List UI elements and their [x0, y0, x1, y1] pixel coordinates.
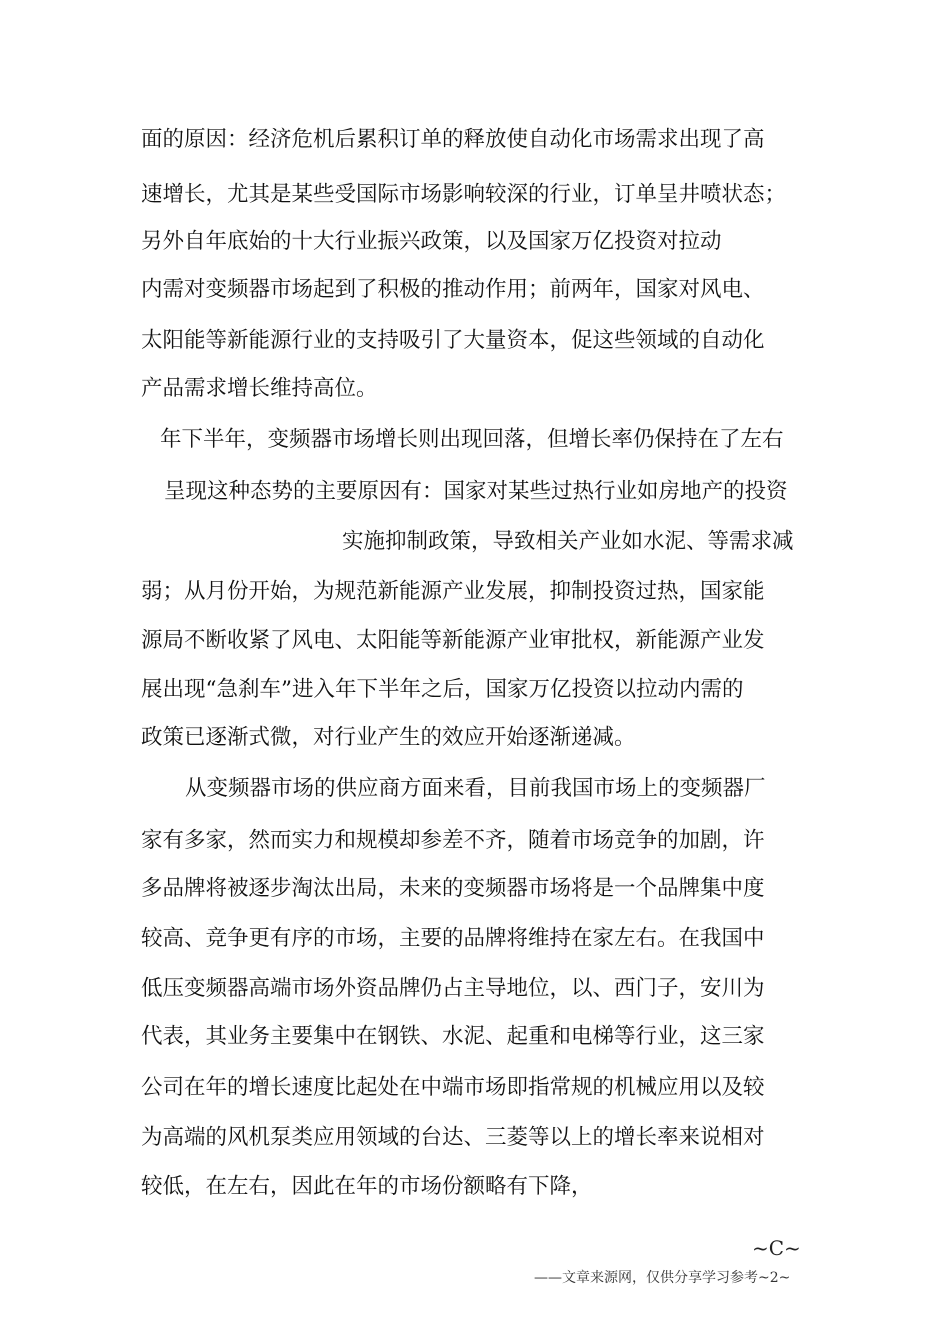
- text-line-6: 产品需求增长维持高位。: [141, 376, 378, 401]
- text-line-12: 展出现“急刹车”进入年下半年之后，国家万亿投资以拉动内需的: [141, 677, 744, 702]
- text-line-17: 较高、竞争更有序的市场，主要的品牌将维持在家左右。在我国中: [141, 926, 765, 951]
- text-line-15: 家有多家，然而实力和规模却参差不齐，随着市场竞争的加剧，许: [141, 828, 765, 853]
- text-line-21: 为高端的风机泵类应用领域的台达、三菱等以上的增长率来说相对: [141, 1125, 765, 1150]
- text-line-18: 低压变频器高端市场外资品牌仍占主导地位，以、西门子，安川为: [141, 976, 765, 1001]
- text-line-13: 政策已逐渐式微，对行业产生的效应开始逐渐递减。: [141, 725, 636, 750]
- footer-page-mark: ~C~: [752, 1236, 801, 1260]
- text-line-2: 速增长，尤其是某些受国际市场影响较深的行业，订单呈井喷状态；: [141, 182, 787, 207]
- text-line-10: 弱；从月份开始，为规范新能源产业发展，抑制投资过热，国家能: [141, 579, 765, 604]
- text-line-11: 源局不断收紧了风电、太阳能等新能源产业审批权，新能源产业发: [141, 628, 765, 653]
- footer-source-note: ——文章来源网，仅供分享学习参考~2~: [534, 1270, 791, 1286]
- text-line-1: 面的原因：经济危机后累积订单的释放使自动化市场需求出现了高: [141, 127, 765, 152]
- text-line-19: 代表，其业务主要集中在钢铁、水泥、起重和电梯等行业，这三家: [141, 1024, 765, 1049]
- text-line-9: 实施抑制政策，导致相关产业如水泥、等需求减: [342, 529, 794, 554]
- text-line-3: 另外自年底始的十大行业振兴政策，以及国家万亿投资对拉动: [141, 229, 722, 254]
- text-line-7: 年下半年，变频器市场增长则出现回落，但增长率仍保持在了左右: [160, 427, 784, 452]
- text-line-16: 多品牌将被逐步淘汰出局，未来的变频器市场将是一个品牌集中度: [141, 876, 765, 901]
- text-line-8: 呈现这种态势的主要原因有：国家对某些过热行业如房地产的投资: [164, 479, 788, 504]
- text-line-5: 太阳能等新能源行业的支持吸引了大量资本，促这些领域的自动化: [141, 328, 765, 353]
- text-line-22: 较低，在左右，因此在年的市场份额略有下降，: [141, 1174, 593, 1199]
- text-line-14: 从变频器市场的供应商方面来看，目前我国市场上的变频器厂: [185, 776, 766, 801]
- text-line-20: 公司在年的增长速度比起处在中端市场即指常规的机械应用以及较: [141, 1075, 765, 1100]
- text-line-4: 内需对变频器市场起到了积极的推动作用；前两年，国家对风电、: [141, 277, 765, 302]
